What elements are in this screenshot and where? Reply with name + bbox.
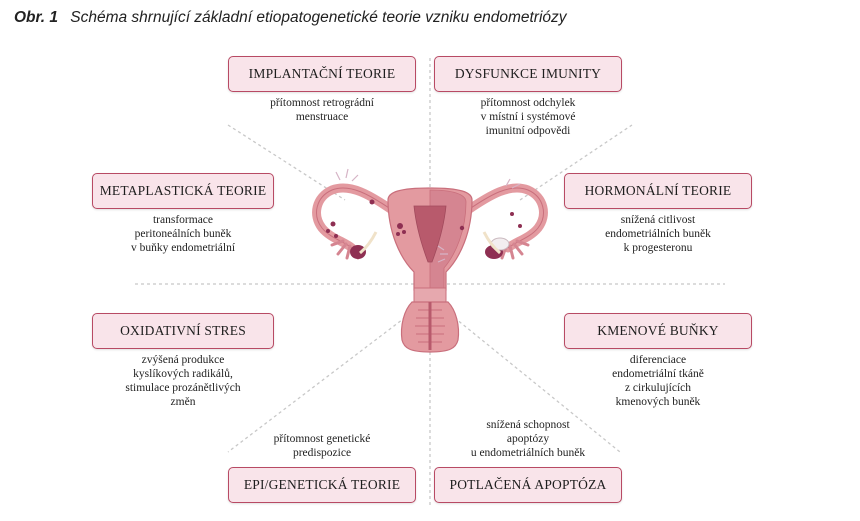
suppressed-apoptosis-box (434, 467, 622, 503)
oxidative-stress-description: zvýšená produkce kyslíkových radikálů, stimulace prozánětlivých změn (125, 354, 241, 408)
stem-cells-box (564, 313, 752, 349)
oxidative-stress-box (92, 313, 274, 349)
apoptosis-description: snížená schopnost apoptózy u endometriálních buněk (470, 419, 586, 459)
genetic-theory-label: EPI/GENETICKÁ TEORIE (243, 477, 401, 492)
immunity-dysfunction-label: DYSFUNKCE IMUNITY (454, 66, 602, 81)
implantation-theory-label: IMPLANTAČNÍ TEORIE (248, 66, 396, 81)
immunity-dysfunction-box (434, 56, 622, 92)
left-fallopian-tube (317, 188, 392, 248)
metaplastic-theory-label: METAPLASTICKÁ TEORIE (99, 183, 267, 198)
suppressed-apoptosis-label: POTLAČENÁ APOPTÓZA (449, 477, 607, 492)
uterus-illustration (317, 169, 544, 352)
stem-cells-label: KMENOVÉ BUŇKY (597, 323, 719, 338)
stem-cells-description: diferenciace endometriální tkáně z cirkulujících kmenových buněk (612, 354, 704, 408)
metaplastic-theory-box (92, 173, 274, 209)
immunity-dysfunction-description: přítomnost odchylek v místní i systémové imunitní odpovědi (480, 97, 576, 137)
left-ovary (350, 245, 366, 259)
genetic-theory-description: přítomnost genetické predispozice (273, 433, 371, 459)
figure-number: Obr. 1 (14, 9, 58, 26)
figure-title: Schéma shrnující základní etiopatogenetické teorie vzniku endometriózy (70, 9, 567, 26)
implantation-theory-box (228, 56, 416, 92)
hormonal-theory-label: HORMONÁLNÍ TEORIE (584, 183, 732, 198)
cervix (414, 288, 446, 302)
hormonal-theory-description: snížená citlivost endometriálních buněk k progesteronu (605, 214, 711, 254)
implantation-theory-description: přítomnost retrográdní menstruace (270, 97, 374, 123)
genetic-theory-box (228, 467, 416, 503)
hormonal-theory-box (564, 173, 752, 209)
metaplastic-theory-description: transformace peritoneálních buněk v buňky endometriální (130, 214, 236, 254)
oxidative-stress-label: OXIDATIVNÍ STRES (120, 323, 246, 338)
